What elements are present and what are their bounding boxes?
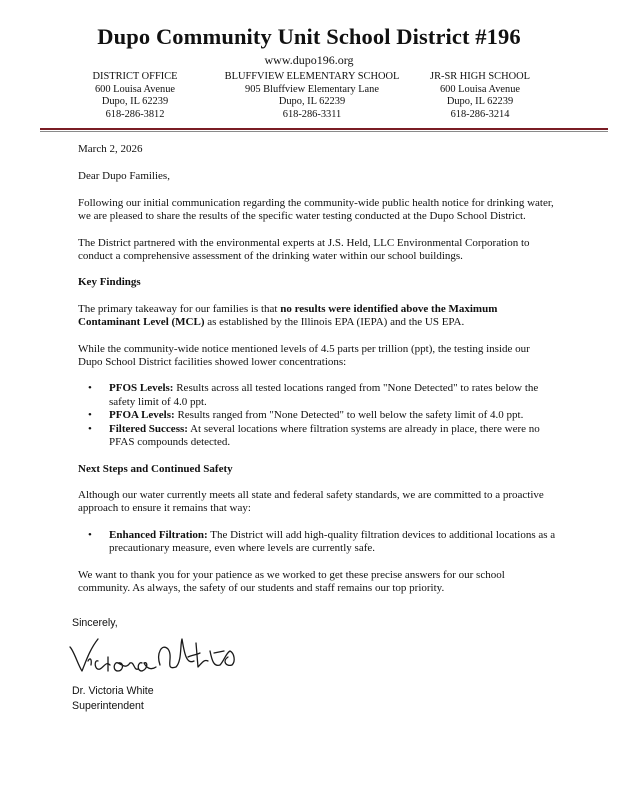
finding-text: At several locations where filtration systems are already in place, there were no PFAS compounds detected. xyxy=(109,422,540,449)
signature-image xyxy=(64,631,244,679)
letter-date: March 2, 2026 xyxy=(78,143,143,155)
office-name: DISTRICT OFFICE xyxy=(92,71,178,82)
paragraph-thanks: We want to thank you for your patience as we worked to get these precise answers for our school community. As always, the safety of our students and staff remains our top priority. xyxy=(78,568,505,594)
step-label: Enhanced Filtration: xyxy=(109,528,208,541)
office-jrsr-high xyxy=(425,71,535,121)
office-phone: 618-286-3311 xyxy=(282,108,342,120)
paragraph-intro: Following our initial communication regarding the community-wide public health notice for drinking water, we are pleased to share the results of the specific water testing conducted at the Dupo School District. xyxy=(78,196,554,223)
signer-block xyxy=(72,684,154,714)
letter-body xyxy=(78,143,556,608)
heading-key-findings: Key Findings xyxy=(78,276,141,289)
takeaway-start: The primary takeaway for our families is that xyxy=(78,302,281,315)
office-district xyxy=(78,71,192,121)
salutation: Dear Dupo Families, xyxy=(78,170,170,183)
office-phone: 618-286-3214 xyxy=(450,108,510,120)
takeaway-end: as established by the Illinois EPA (IEPA) and the US EPA. xyxy=(204,316,465,329)
findings-list xyxy=(78,382,556,449)
office-street: 600 Louisa Avenue xyxy=(439,83,521,95)
list-item xyxy=(88,382,556,409)
district-title: Dupo Community Unit School District #196 xyxy=(97,24,521,49)
list-item xyxy=(88,528,556,556)
paragraph-commitment: Although our water currently meets all state and federal safety standards, we are committed to a proactive approach to ensure it remains that way: xyxy=(78,488,544,515)
finding-text: Results across all tested locations ranged from "None Detected" to rates below the safety limit of 4.0 ppt. xyxy=(109,382,539,408)
steps-list xyxy=(78,529,556,556)
bullet-icon: • xyxy=(88,409,92,422)
office-street: 600 Louisa Avenue xyxy=(94,83,176,95)
step-text: The District will add high-quality filtration devices to additional locations as a precautionary measure, even where levels are currently safe. xyxy=(109,528,556,555)
signer-name: Dr. Victoria White xyxy=(72,685,154,697)
office-name: JR-SR HIGH SCHOOL xyxy=(430,71,530,82)
list-item xyxy=(88,409,556,422)
header-divider-gray xyxy=(40,131,608,132)
paragraph-levels: While the community-wide notice mentioned levels of 4.5 parts per trillion (ppt), the testing inside our Dupo School District facilities showed lower concentrations: xyxy=(78,342,530,369)
heading-next-steps: Next Steps and Continued Safety xyxy=(78,462,233,475)
paragraph-partner: The District partnered with the environmental experts at J.S. Held, LLC Environmental Corporation to conduct a comprehensive assessment of the drinking water within our school buildings. xyxy=(78,236,530,263)
bullet-icon: • xyxy=(88,422,92,435)
finding-label: PFOA Levels: xyxy=(109,409,175,422)
takeaway-bold: no results were identified above the Maximum Contaminant Level (MCL) xyxy=(78,302,498,329)
office-phone: 618-286-3812 xyxy=(105,108,165,120)
finding-text: Results ranged from "None Detected" to well below the safety limit of 4.0 ppt. xyxy=(174,409,524,422)
office-name: BLUFFVIEW ELEMENTARY SCHOOL xyxy=(224,71,400,82)
finding-label: Filtered Success: xyxy=(109,422,188,435)
office-city: Dupo, IL 62239 xyxy=(278,96,346,108)
bullet-icon: • xyxy=(88,382,92,395)
office-bluffview xyxy=(222,71,402,121)
paragraph-takeaway xyxy=(78,303,556,330)
office-city: Dupo, IL 62239 xyxy=(446,96,514,108)
header-divider-red xyxy=(40,128,608,130)
list-item xyxy=(88,422,556,450)
signer-title: Superintendent xyxy=(72,700,144,712)
district-website: www.dupo196.org xyxy=(264,53,354,67)
office-street: 905 Bluffview Elementary Lane xyxy=(245,83,379,95)
bullet-icon: • xyxy=(88,528,92,541)
closing: Sincerely, xyxy=(72,617,118,629)
office-city: Dupo, IL 62239 xyxy=(101,96,169,108)
finding-label: PFOS Levels: xyxy=(109,382,174,395)
